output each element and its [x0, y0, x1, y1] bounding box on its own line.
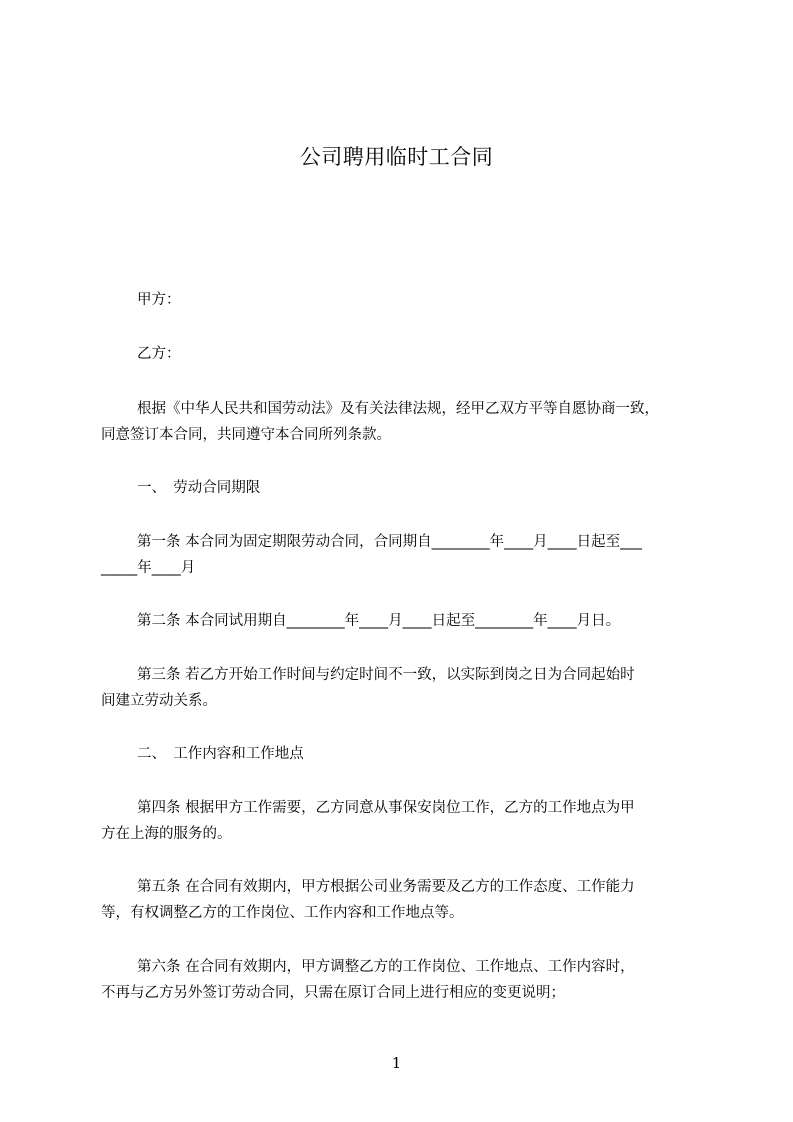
article-5-line-2: 等，有权调整乙方的工作岗位、工作内容和工作地点等。 [101, 905, 464, 921]
article-3-line-1: 第三条 若乙方开始工作时间与约定时间不一致，以实际到岗之日为合同起始时 [137, 667, 635, 683]
section-heading-1: 一、 劳动合同期限 [137, 480, 261, 496]
article-6-line-2: 不再与乙方另外签订劳动合同，只需在原订合同上进行相应的变更说明； [101, 985, 565, 1001]
article-3-line-2: 间建立劳动关系。 [101, 693, 217, 709]
article-1-line-2: _____年____月 [101, 560, 196, 576]
party-b-line: 乙方： [137, 346, 181, 362]
party-a-line: 甲方： [137, 292, 181, 308]
preamble-line-2: 同意签订本合同，共同遵守本合同所列条款。 [101, 427, 391, 443]
document-title: 公司聘用临时工合同 [299, 145, 494, 169]
article-4-line-1: 第四条 根据甲方工作需要，乙方同意从事保安岗位工作，乙方的工作地点为甲 [137, 800, 635, 816]
section-heading-2: 二、 工作内容和工作地点 [137, 746, 304, 762]
article-2-line-1: 第二条 本合同试用期自________年____月____日起至________年____月日。 [137, 613, 621, 629]
preamble-line-1: 根据《中华人民共和国劳动法》及有关法律法规，经甲乙双方平等自愿协商一致， [137, 401, 659, 417]
article-5-line-1: 第五条 在合同有效期内，甲方根据公司业务需要及乙方的工作态度、工作能力 [137, 879, 635, 895]
page-number: 1 [391, 1054, 402, 1072]
article-1-line-1: 第一条 本合同为固定期限劳动合同，合同期自________年____月____日起至___ [137, 534, 642, 550]
article-4-line-2: 方在上海的服务的。 [101, 826, 232, 842]
article-6-line-1: 第六条 在合同有效期内，甲方调整乙方的工作岗位、工作地点、工作内容时， [137, 959, 635, 975]
